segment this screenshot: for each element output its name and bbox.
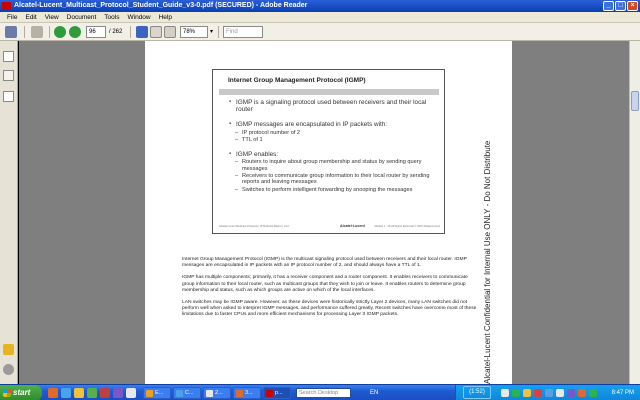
tray-icon[interactable] bbox=[578, 389, 586, 397]
navigation-pane bbox=[0, 41, 18, 384]
taskbar bbox=[0, 384, 640, 400]
notes-paragraph: Internet Group Management Protocol (IGMP) is the multicast signaling protocol used between receivers and their local router. IGMP messages are encapsulated in IP packets with an IP protocol number of 2, and should always have a TTL of 1. bbox=[182, 257, 467, 269]
notes-paragraph: IGMP has multiple components; primarily, it has a receiver component and a router component. It enables receivers to communicate group information to their local router, such as multicast groups that they wish to join or leave. It enables routers to determine group membership and status, such as which groups are active on which of the local interfaces. bbox=[182, 275, 468, 293]
menu-file[interactable]: File bbox=[7, 14, 18, 21]
tray-icon[interactable] bbox=[512, 389, 520, 397]
tray-icon[interactable] bbox=[589, 389, 597, 397]
alcatel-lucent-logo: Alcatel·Lucent bbox=[340, 224, 365, 228]
maximize-button[interactable]: □ bbox=[615, 1, 626, 11]
slide-bullets bbox=[229, 99, 434, 194]
menu-tools[interactable]: Tools bbox=[104, 14, 120, 21]
title-bar bbox=[0, 0, 640, 12]
zoom-field[interactable]: 78% bbox=[180, 26, 208, 38]
sub-bullet-protocol-number: – IP protocol number of 2 bbox=[229, 130, 434, 136]
quicklaunch-icon[interactable] bbox=[100, 388, 110, 398]
hand-tool-icon[interactable] bbox=[136, 26, 148, 38]
bookmarks-panel-icon[interactable] bbox=[3, 70, 14, 81]
tray-icon[interactable] bbox=[545, 389, 553, 397]
taskbar-button[interactable]: 3... bbox=[233, 387, 261, 399]
confidential-watermark: Alcatel-Lucent Confidential for Internal Use ONLY - Do Not Distribute bbox=[483, 140, 492, 384]
pdf-page bbox=[145, 41, 512, 384]
start-label: start bbox=[13, 388, 31, 397]
taskbar-button-adobe-reader[interactable]: p... bbox=[263, 387, 291, 399]
zoom-tool-icon[interactable] bbox=[150, 26, 162, 38]
taskbar-button[interactable]: 2... bbox=[203, 387, 231, 399]
bullet-igmp-signaling: ▪ IGMP is a signaling protocol used between receivers and their local router bbox=[229, 99, 434, 113]
tray-icon[interactable] bbox=[501, 389, 509, 397]
quicklaunch-icon[interactable] bbox=[126, 388, 136, 398]
menu-help[interactable]: Help bbox=[158, 14, 172, 21]
print-icon[interactable] bbox=[5, 26, 17, 38]
next-page-icon[interactable] bbox=[69, 26, 81, 38]
minimize-button[interactable]: _ bbox=[603, 1, 614, 11]
find-field[interactable]: Find bbox=[223, 26, 263, 38]
footer-left-text: Alcatel-Lucent Multicast Protocols | IP Multicast Basics | v3.0 bbox=[219, 225, 289, 228]
menu-document[interactable]: Document bbox=[66, 14, 97, 21]
language-indicator[interactable]: EN bbox=[370, 390, 379, 396]
taskbar-button[interactable]: C... bbox=[173, 387, 201, 399]
zoom-dropdown-icon[interactable]: ▾ bbox=[210, 29, 214, 35]
adobe-reader-icon bbox=[2, 2, 11, 10]
slide-footer bbox=[219, 223, 440, 230]
pages-panel-icon[interactable] bbox=[3, 51, 14, 62]
zoom-out-icon[interactable] bbox=[164, 26, 176, 38]
system-tray bbox=[455, 385, 640, 400]
notes-text bbox=[182, 257, 477, 325]
comments-panel-icon[interactable] bbox=[3, 344, 14, 355]
paperclip-icon[interactable] bbox=[3, 364, 14, 375]
menu-window[interactable]: Window bbox=[127, 14, 151, 21]
toolbar bbox=[0, 23, 640, 41]
menu-edit[interactable]: Edit bbox=[25, 14, 37, 21]
quicklaunch-icon[interactable] bbox=[87, 388, 97, 398]
desktop-search-input[interactable]: Search Desktop bbox=[296, 388, 351, 398]
quicklaunch-icon[interactable] bbox=[48, 388, 58, 398]
bullet-igmp-encapsulated: ▪ IGMP messages are encapsulated in IP packets with: bbox=[229, 121, 434, 128]
windows-logo-icon bbox=[3, 389, 11, 397]
quicklaunch-icon[interactable] bbox=[113, 388, 123, 398]
tray-icon[interactable] bbox=[523, 389, 531, 397]
taskbar-button[interactable]: E... bbox=[143, 387, 171, 399]
tray-icon[interactable] bbox=[556, 389, 564, 397]
battery-status[interactable]: (1:52) bbox=[463, 386, 491, 399]
sub-bullet-routers: – Routers to inquire about group membership and status by sending query messages bbox=[229, 159, 434, 172]
footer-right-text: Module 1 · 16 All Rights Reserved © 2007 Alcatel-Lucent bbox=[374, 225, 440, 228]
sub-bullet-switches: – Switches to perform intelligent forwarding by snooping the messages bbox=[229, 187, 434, 193]
menu-view[interactable]: View bbox=[44, 14, 59, 21]
tray-icon[interactable] bbox=[567, 389, 575, 397]
sub-bullet-receivers: – Receivers to communicate group information to their local router by sending reports and leaving messages bbox=[229, 173, 434, 186]
notes-paragraph: LAN switches may be IGMP aware. However, as these devices were historically strictly Layer 2 devices, many LAN switches did not perform well when asked to interpret IGMP messages, and performance suffered greatly. Recent switches have overcome most of these limitations due to faster CPUs and more efficient mechanisms for processing Layer 3 IGMP packets. bbox=[182, 300, 477, 318]
window-title: Alcatel-Lucent_Multicast_Protocol_Student_Guide_v3-0.pdf (SECURED) - Adobe Reader bbox=[14, 2, 308, 9]
scrollbar-thumb[interactable] bbox=[631, 91, 639, 111]
page-number-field[interactable]: 96 bbox=[86, 26, 106, 38]
sub-bullet-ttl: – TTL of 1 bbox=[229, 137, 434, 143]
attachments-panel-icon[interactable] bbox=[3, 91, 14, 102]
vertical-scrollbar[interactable] bbox=[629, 41, 640, 384]
previous-page-icon[interactable] bbox=[54, 26, 66, 38]
quicklaunch-icon[interactable] bbox=[61, 388, 71, 398]
page-total-label: / 262 bbox=[109, 29, 123, 35]
tray-icon[interactable] bbox=[534, 389, 542, 397]
slide bbox=[212, 69, 445, 234]
start-button[interactable] bbox=[0, 385, 42, 400]
slide-title: Internet Group Management Protocol (IGMP) bbox=[228, 77, 366, 84]
document-area[interactable] bbox=[19, 41, 629, 384]
close-button[interactable]: × bbox=[627, 1, 638, 11]
menu-bar bbox=[0, 12, 640, 23]
title-divider bbox=[219, 89, 439, 95]
clock[interactable]: 8:47 PM bbox=[611, 390, 634, 396]
quicklaunch-icon[interactable] bbox=[74, 388, 84, 398]
bullet-igmp-enables: ▪ IGMP enables: bbox=[229, 151, 434, 158]
pages-icon[interactable] bbox=[31, 26, 43, 38]
